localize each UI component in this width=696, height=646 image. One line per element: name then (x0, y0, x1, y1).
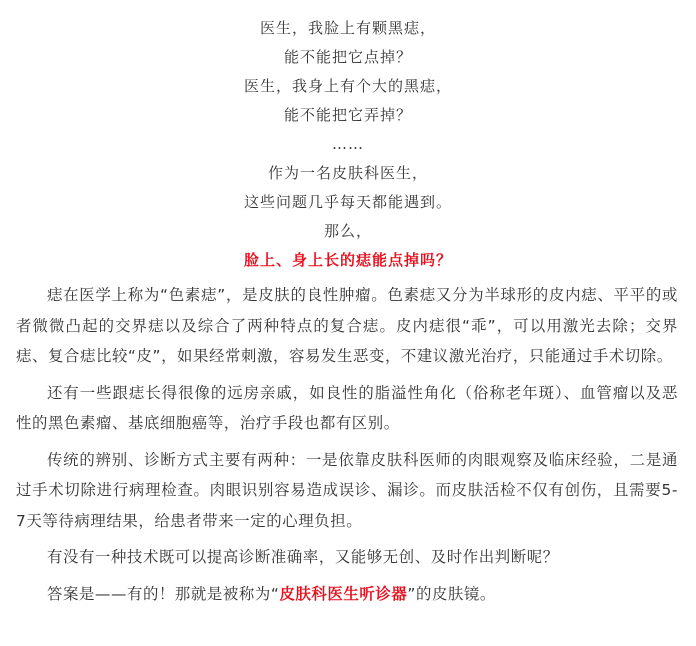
answer-text-after: ”的皮肤镜。 (407, 584, 496, 603)
intro-line: 能不能把它点掉？ (283, 48, 412, 66)
paragraph-nevus-definition: 痣在医学上称为“色素痣”，是皮肤的良性肿瘤。色素痣又分为半球形的皮内痣、平平的或者微微凸起的交界痣以及综合了两种特点的复合痣。皮内痣很“乖”，可以用激光去除；交界痣、复合痣比较“皮”，如果经常刺激，容易发生恶变，不建议激光治疗，只能通过手术切除。 (16, 286, 678, 365)
intro-line: 医生，我脸上有颗黑痣， (259, 19, 436, 37)
section-heading: 脸上、身上长的痣能点掉吗？ (243, 251, 452, 269)
intro-line: 医生，我身上有个大的黑痣， (243, 77, 452, 95)
intro-line: 那么， (323, 222, 372, 240)
intro-ellipsis: …… (332, 135, 364, 153)
answer-highlight: 皮肤科医生听诊器 (279, 584, 408, 603)
article-body (0, 14, 696, 609)
paragraph-answer (0, 579, 696, 610)
intro-line: 作为一名皮肤科医生， (267, 164, 428, 182)
paragraph-question: 有没有一种技术既可以提高诊断准确率，又能够无创、及时作出判断呢？ (47, 548, 559, 566)
intro-line: 这些问题几乎每天都能遇到。 (243, 193, 452, 211)
paragraph-lookalikes: 还有一些跟痣长得很像的远房亲戚，如良性的脂溢性角化（俗称老年斑）、血管瘤以及恶性的黑色素瘤、基底细胞癌等，治疗手段也都有区别。 (16, 383, 678, 432)
answer-text-before: 答案是——有的！那就是被称为“ (47, 584, 280, 603)
intro-line: 能不能把它弄掉？ (283, 106, 412, 124)
paragraph-traditional-diagnosis: 传统的辨别、诊断方式主要有两种：一是依靠皮肤科医师的肉眼观察及临床经验，二是通过手术切除进行病理检查。肉眼识别容易造成误诊、漏诊。而皮肤活检不仅有创伤，且需要5-7天等待病理结果，给患者带来一定的心理负担。 (16, 450, 678, 530)
